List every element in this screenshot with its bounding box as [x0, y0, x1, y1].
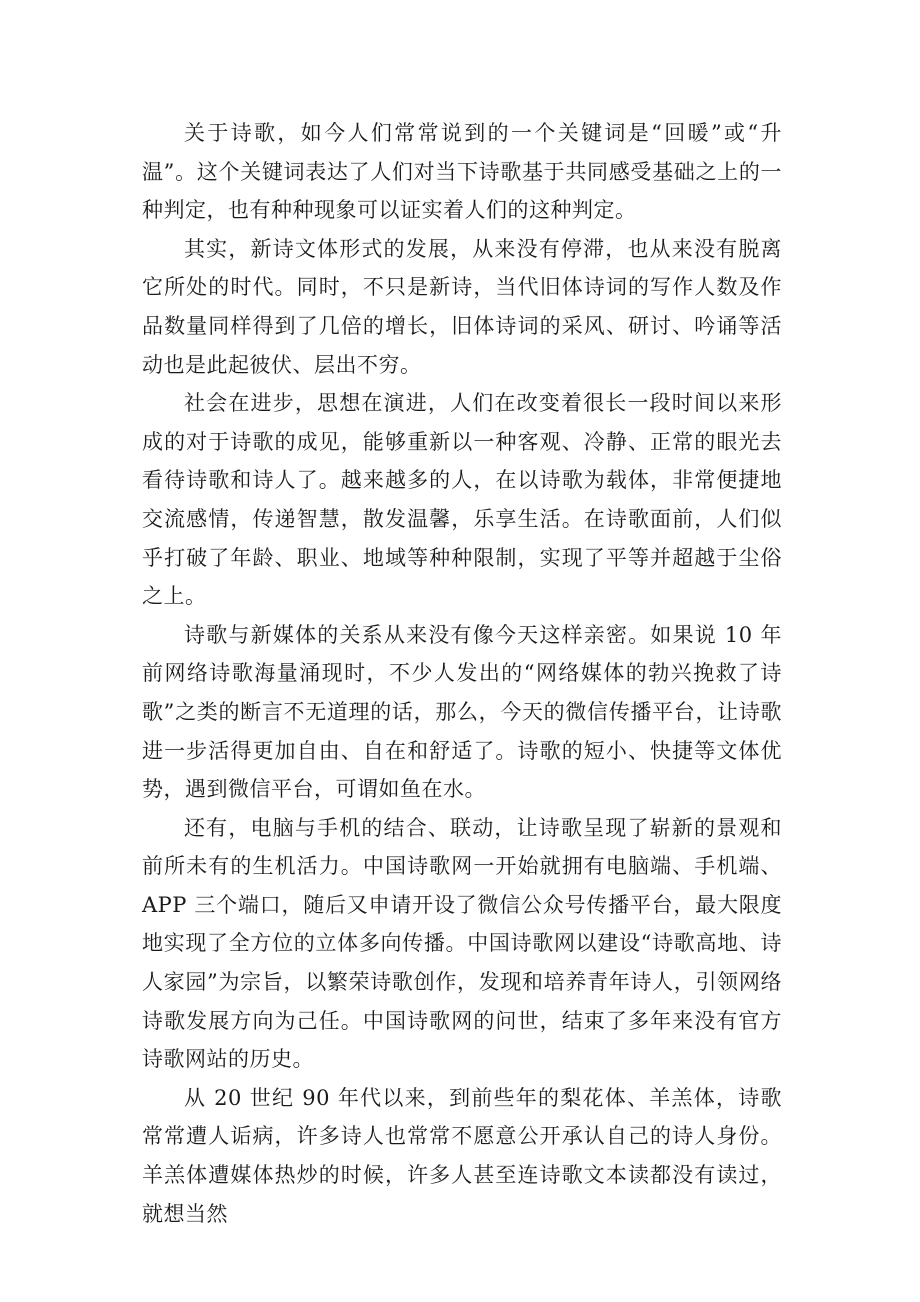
article-body [142, 114, 782, 1233]
paragraph-4: 诗歌与新媒体的关系从来没有像今天这样亲密。如果说 10 年前网络诗歌海量涌现时，不少人发出的“网络媒体的勃兴挽救了诗歌”之类的断言不无道理的话，那么，今天的微信传播平台，让诗歌进一步活得更加自由、自在和舒适了。诗歌的短小、快捷等文体优势，遇到微信平台，可谓如鱼在水。 [142, 622, 782, 802]
paragraph-6: 从 20 世纪 90 年代以来，到前些年的梨花体、羊羔体，诗歌常常遭人诟病，许多诗人也常常不愿意公开承认自己的诗人身份。羊羔体遭媒体热炒的时候，许多人甚至连诗歌文本读都没有读过，就想当然 [142, 1085, 782, 1226]
paragraph-2: 其实，新诗文体形式的发展，从来没有停滞，也从来没有脱离它所处的时代。同时，不只是新诗，当代旧体诗词的写作人数及作品数量同样得到了几倍的增长，旧体诗词的采风、研讨、吟诵等活动也是此起彼伏、层出不穷。 [142, 236, 782, 377]
paragraph-1: 关于诗歌，如今人们常常说到的一个关键词是“回暖”或“升温”。这个关键词表达了人们对当下诗歌基于共同感受基础之上的一种判定，也有种种现象可以证实着人们的这种判定。 [142, 121, 782, 223]
paragraph-3: 社会在进步，思想在演进，人们在改变着很长一段时间以来形成的对于诗歌的成见，能够重新以一种客观、冷静、正常的眼光去看待诗歌和诗人了。越来越多的人，在以诗歌为载体，非常便捷地交流感情，传递智慧，散发温馨，乐享生活。在诗歌面前，人们似乎打破了年龄、职业、地域等种种限制，实现了平等并超越于尘俗之上。 [142, 391, 782, 609]
paragraph-5: 还有，电脑与手机的结合、联动，让诗歌呈现了崭新的景观和前所未有的生机活力。中国诗歌网一开始就拥有电脑端、手机端、APP 三个端口，随后又申请开设了微信公众号传播平台，最大限度地实现了全方位的立体多向传播。中国诗歌网以建设“诗歌高地、诗人家园”为宗旨，以繁荣诗歌创作，发现和培养青年诗人，引领网络诗歌发展方向为己任。中国诗歌网的问世，结束了多年来没有官方诗歌网站的历史。 [142, 815, 782, 1072]
